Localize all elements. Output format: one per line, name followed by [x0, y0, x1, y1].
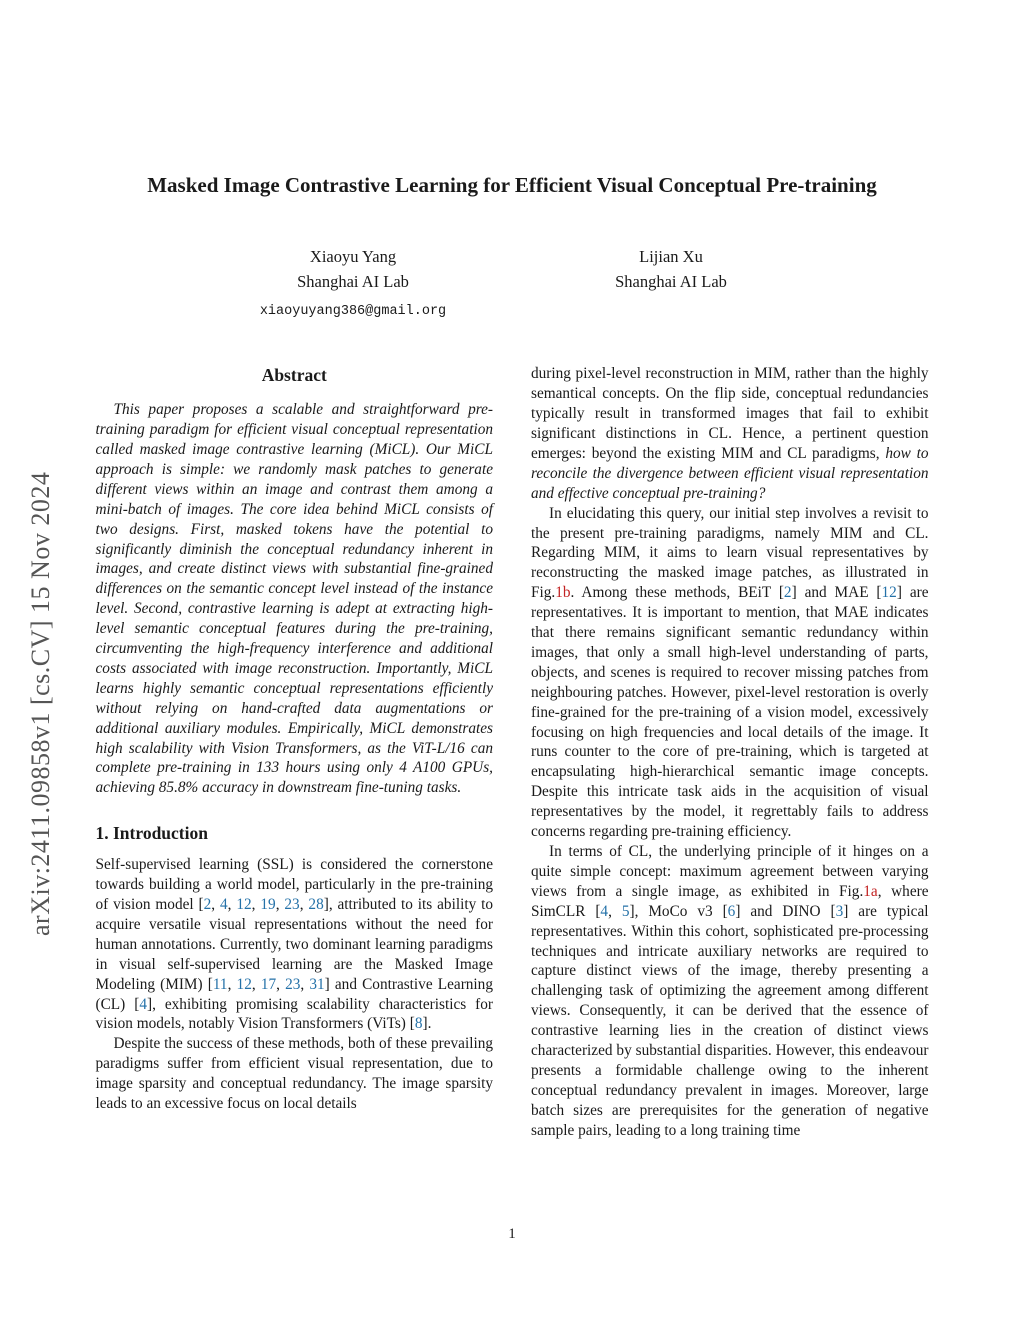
- text-run: how to reconcile the divergence between efficient visual representation and effective conceptual pre-training?: [531, 444, 929, 502]
- text-run: ,: [227, 975, 237, 993]
- citation-link[interactable]: 23: [285, 975, 301, 993]
- text-run: during pixel-level reconstruction in MIM, rather than the highly semantical concepts. On the flip side, conceptual redundancies typically result in transformed images that fail to exhibit significant distinctions in CL. Hence, a pertinent question emerges: beyond the existing MIM and CL paradigms,: [531, 365, 929, 462]
- text-run: ] and DINO [: [735, 902, 836, 920]
- citation-link[interactable]: 5: [621, 902, 630, 920]
- citation-link[interactable]: 17: [260, 975, 277, 993]
- text-run: . Among these methods, BEiT [: [570, 584, 784, 602]
- text-run: ,: [299, 896, 309, 913]
- text-run: ,: [251, 975, 261, 993]
- text-run: ], exhibiting promising scalability characteristics for vision models, notably Vision Transformers (ViTs) [: [95, 995, 494, 1033]
- text-run: Despite the success of these methods, both of these prevailing paradigms suffer from efficient visual representation, due to image sparsity and conceptual redundancy. The image sparsity leads to an excessive focus on local details: [95, 1035, 493, 1113]
- citation-link[interactable]: 6: [727, 902, 736, 920]
- right-paragraph-2: [531, 504, 929, 842]
- text-run: ,: [227, 896, 237, 913]
- abstract-text: [96, 400, 494, 798]
- text-run: ], MoCo v3 [: [629, 902, 728, 920]
- paper-title: Masked Image Contrastive Learning for Efficient Visual Conceptual Pre-training: [147, 173, 877, 197]
- citation-link[interactable]: 28: [308, 896, 324, 913]
- text-run: ,: [608, 902, 622, 920]
- text-run: ,: [276, 975, 286, 993]
- page-number: 1: [508, 1226, 516, 1242]
- text-run: Self-supervised learning (SSL) is considered the cornerstone towards building a world model, particularly in the pre-training of vision model [: [95, 856, 493, 913]
- citation-link[interactable]: 23: [284, 896, 300, 913]
- text-run: ] are representatives. It is important to mention, that MAE indicates that there remains significant semantic redundancy within images, that only a small high-level understanding of parts, objects, and scenes is required to recover missing patches from neighbouring patches. However, pixel-level restoration is overly fine-grained for the pre-training of a vision model, excessively focusing on high frequencies and local details of the image. It runs counter to the core of pre-training, which is targeted at encapsulating high-hierarchical semantic image concepts. Despite this intricate task aids in the acquisition of visual representatives by the model, it regrettably fails to address concerns regarding pre-training efficiency.: [531, 584, 929, 841]
- citation-link[interactable]: 19: [260, 896, 276, 913]
- text-run: ,: [211, 896, 220, 913]
- author-block: [0, 244, 1024, 324]
- text-run: ] and MAE [: [791, 584, 882, 602]
- author-name: Lijian Xu: [639, 247, 703, 267]
- figure-ref-link[interactable]: 1a: [863, 882, 878, 900]
- arxiv-watermark: arXiv:2411.09858v1 [cs.CV] 15 Nov 2024: [26, 471, 55, 936]
- right-paragraph-3: [531, 842, 929, 1141]
- text-run: ] and Contrastive Learning (CL) [: [95, 975, 493, 1013]
- author-1: [258, 244, 448, 324]
- figure-ref-link[interactable]: 1b: [555, 584, 571, 602]
- author-affiliation: Shanghai AI Lab: [297, 272, 409, 292]
- intro-paragraph-1: [96, 855, 494, 1034]
- two-column-body: [96, 364, 929, 1140]
- citation-link[interactable]: 4: [600, 902, 609, 920]
- citation-link[interactable]: 31: [309, 975, 325, 993]
- text-run: ,: [300, 975, 310, 993]
- citation-link[interactable]: 3: [835, 902, 844, 920]
- intro-paragraph-2: [96, 1034, 494, 1114]
- citation-link[interactable]: 12: [236, 896, 252, 913]
- text-run: This paper proposes a scalable and straightforward pre-training paradigm for efficient visual conceptual representation called masked image contrastive learning (MiCL). Our MiCL approach is simple: we randomly mask patches to generate different views within an image and contrast them among a mini-batch of images. The core idea behind MiCL consists of two designs. First, masked tokens have the potential to significantly diminish the conceptual redundancy inherent in images, and create distinct views with substantial fine-grained differences on the semantic concept level instead of the instance level. Second, contrastive learning is adept at extracting high-level semantic conceptual features during the pre-training, circumventing the high-frequency interference and additional costs associated with image reconstruction. Importantly, MiCL learns highly semantic conceptual representations efficiently without relying on hand-crafted data augmentations or additional auxiliary modules. Empirically, MiCL demonstrates high scalability with Vision Transformers, as the ViT-L/16 can complete pre-training in 133 hours using only 4 A100 GPUs, achieving 85.8% accuracy in downstream fine-tuning tasks.: [95, 401, 493, 797]
- citation-link[interactable]: 12: [236, 975, 252, 993]
- right-paragraph-1: [531, 364, 929, 503]
- text-run: In elucidating this query, our initial step involves a revisit to the present pre-training paradigms, namely MIM and CL. Regarding MIM, it aims to learn visual representatives by reconstructing the masked image patches, as illustrated in Fig.: [531, 504, 929, 602]
- citation-link[interactable]: 4: [220, 896, 228, 913]
- right-column: [531, 364, 929, 1140]
- text-run: ].: [422, 1015, 432, 1033]
- section-heading-introduction: 1. Introduction: [95, 823, 208, 844]
- abstract-heading: Abstract: [261, 365, 327, 386]
- text-run: In terms of CL, the underlying principle of it hinges on a quite simple concept: maximum agreement between varying views from a single image, as exhibited in Fig.: [531, 843, 929, 900]
- citation-link[interactable]: 4: [139, 995, 147, 1013]
- citation-link[interactable]: 11: [212, 975, 228, 993]
- text-run: ,: [251, 896, 261, 913]
- citation-link[interactable]: 2: [783, 584, 792, 602]
- author-email[interactable]: xiaoyuyang386@gmail.org: [259, 304, 447, 320]
- left-column: [96, 364, 494, 1140]
- author-name: Xiaoyu Yang: [309, 247, 397, 267]
- text-run: ], attributed to its ability to acquire versatile visual representations without the need for human annotations. Currently, two dominant learning paradigms in visual self-supervised learning are the Masked Image Modeling (MIM) [: [95, 896, 494, 993]
- author-2: [576, 244, 766, 324]
- text-run: ,: [275, 896, 285, 913]
- citation-link[interactable]: 2: [203, 896, 212, 913]
- author-affiliation: Shanghai AI Lab: [615, 272, 727, 292]
- citation-link[interactable]: 8: [414, 1015, 423, 1033]
- citation-link[interactable]: 12: [881, 584, 897, 602]
- text-run: , where SimCLR [: [531, 882, 929, 920]
- text-run: ] are typical representatives. Within this cohort, sophisticated pre-processing techniques and intricate auxiliary networks are required to capture distinct views of the image, thereby presenting a challenging task of optimizing the agreement among different views. Consequently, it can be derived that the essence of contrastive learning lies in the creation of distinct views characterized by substantial disparities. However, this endeavour presents a formidable challenge owing to the inherent conceptual redundancy prevalent in images. Moreover, large batch sizes are prerequisites for the generation of negative sample pairs, leading to a long training time: [531, 902, 929, 1139]
